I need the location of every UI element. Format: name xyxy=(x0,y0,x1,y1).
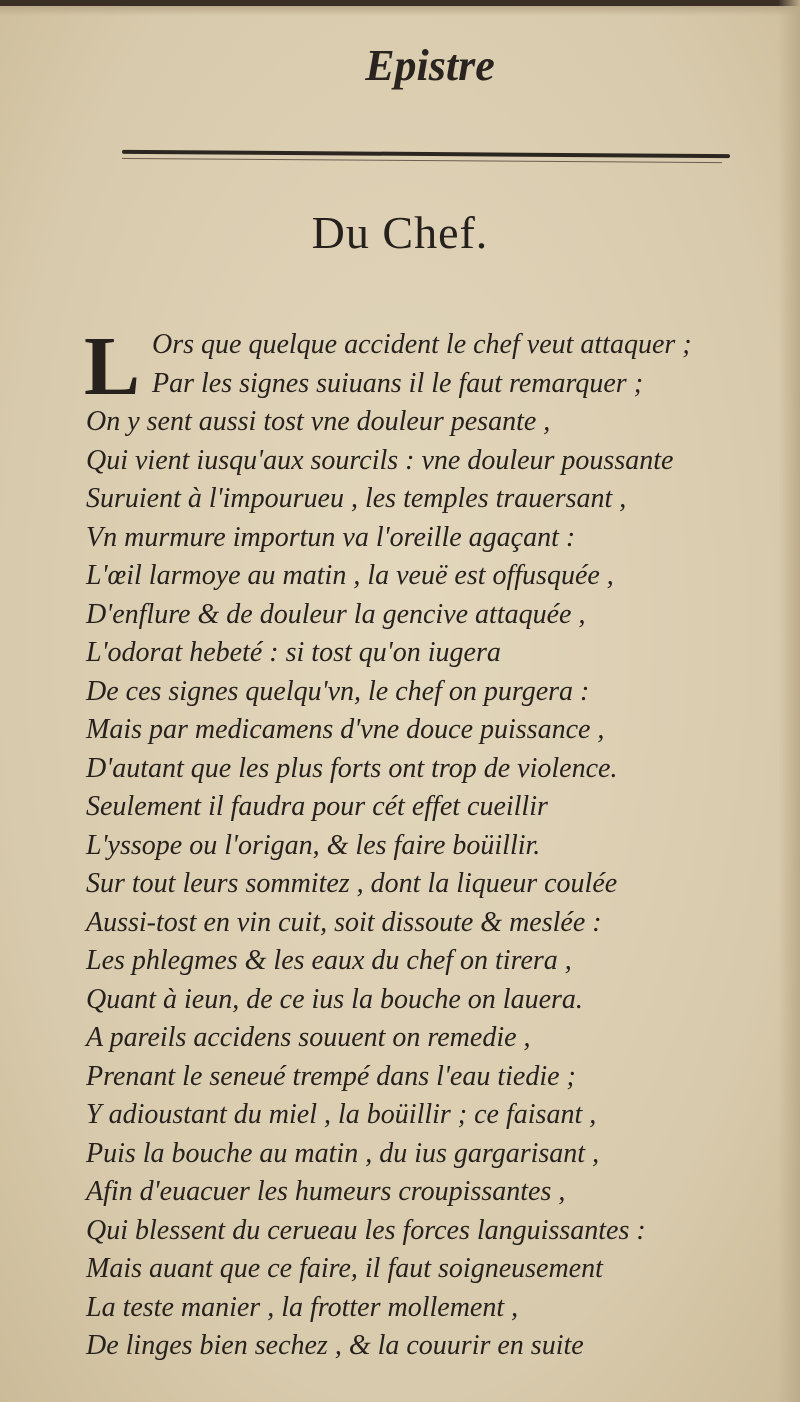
text-line: Suruient à l'impourueu , les temples trauersant , xyxy=(86,483,627,514)
text-line: Par les signes suiuans il le faut remarquer ; xyxy=(152,367,644,399)
text-line: Sur tout leurs sommitez , dont la liqueur coulée xyxy=(86,868,618,899)
text-line: Mais par medicamens d'vne douce puissance , xyxy=(86,714,605,745)
text-line: De linges bien sechez , & la couurir en suite xyxy=(86,1330,584,1361)
text-line: Qui vient iusqu'aux sourcils : vne douleur poussante xyxy=(86,444,674,476)
section-title: Du Chef. xyxy=(311,207,489,258)
text-line: Prenant le seneué trempé dans l'eau tiedie ; xyxy=(86,1060,576,1092)
text-line: La teste manier , la frotter mollement , xyxy=(86,1291,519,1323)
text-line: Puis la bouche au matin , du ius gargarisant , xyxy=(86,1137,600,1169)
text-line: Les phlegmes & les eaux du chef on tirera , xyxy=(86,945,572,976)
drop-cap: L xyxy=(84,320,141,413)
text-line: De ces signes quelqu'vn, le chef on purgera : xyxy=(86,675,590,707)
text-line: D'enflure & de douleur la gencive attaquée , xyxy=(86,598,586,630)
text-line: A pareils accidens souuent on remedie , xyxy=(86,1022,531,1053)
text-line: L'yssope ou l'origan, & les faire boüillir. xyxy=(86,829,541,861)
text-line: Mais auant que ce faire, il faut soigneusement xyxy=(86,1253,603,1284)
text-line: L'œil larmoye au matin , la veuë est offusquée , xyxy=(86,560,614,591)
text-line: D'autant que les plus forts ont trop de violence. xyxy=(86,752,618,784)
text-line: On y sent aussi tost vne douleur pesante , xyxy=(86,406,551,437)
text-line: Qui blessent du cerueau les forces languissantes : xyxy=(86,1214,646,1246)
poem-text xyxy=(84,320,726,1366)
header-rule-thin xyxy=(122,158,722,163)
text-line: Seulement il faudra pour cét effet cueillir xyxy=(86,791,548,822)
text-line: Quant à ieun, de ce ius la bouche on lauera. xyxy=(86,983,583,1015)
page-right-shadow xyxy=(778,0,800,1402)
text-line: Vn murmure importun va l'oreille agaçant : xyxy=(86,521,576,553)
text-line: Y adioustant du miel , la boüillir ; ce faisant , xyxy=(86,1099,597,1130)
running-head: Epistre xyxy=(365,41,495,90)
text-line: L'odorat hebeté : si tost qu'on iugera xyxy=(86,637,501,668)
text-line: Afin d'euacuer les humeurs croupissantes , xyxy=(86,1176,566,1207)
header-rule xyxy=(122,150,730,158)
text-line: Ors que quelque accident le chef veut attaquer ; xyxy=(152,329,692,360)
page-top-shadow xyxy=(0,6,800,16)
text-line: Aussi-tost en vin cuit, soit dissoute & meslée : xyxy=(86,906,602,938)
